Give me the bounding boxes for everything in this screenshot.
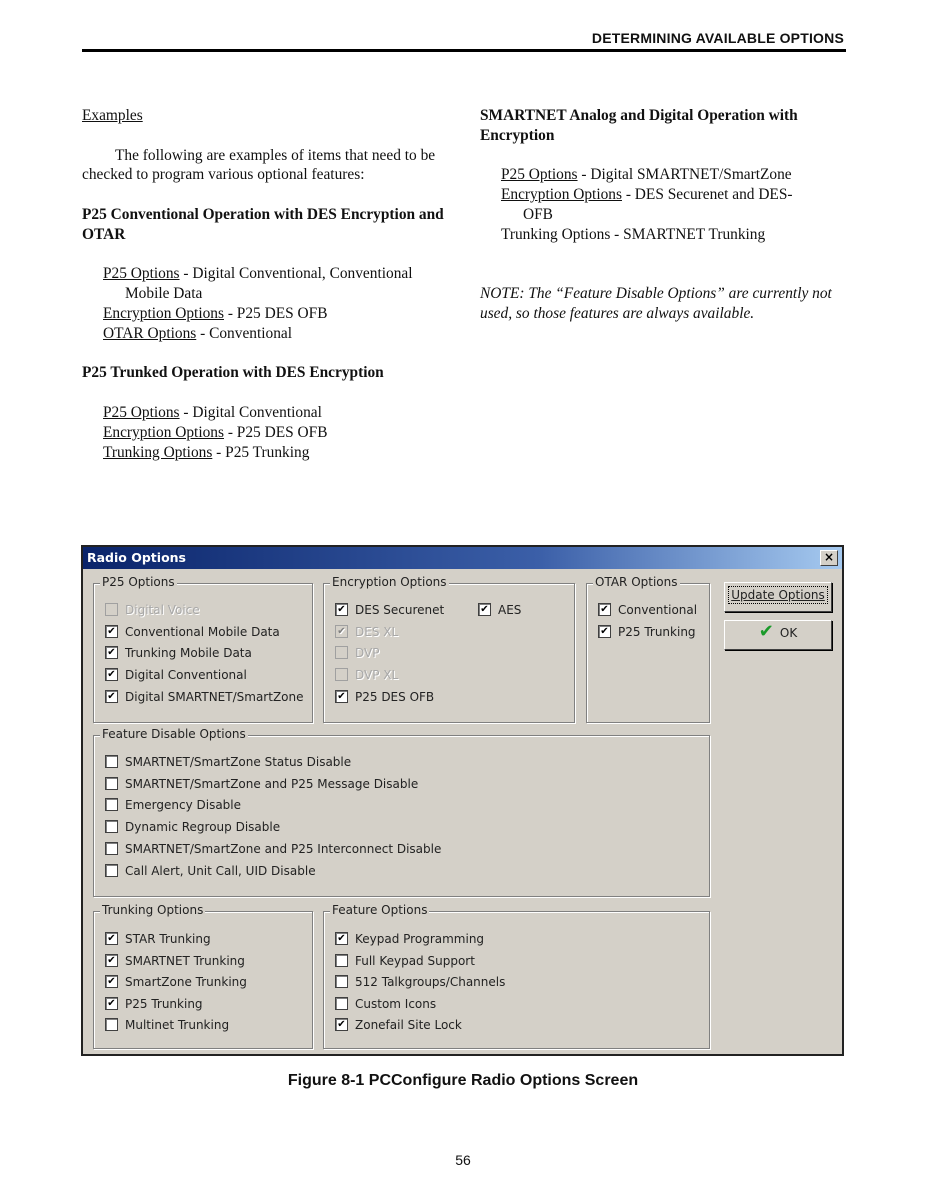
example3-line — [480, 205, 850, 225]
checkbox-label: DES XL — [355, 624, 399, 639]
line-text: - DES Securenet and DES- — [621, 186, 793, 204]
figure-caption: Figure 8-1 PCConfigure Radio Options Screen — [287, 1072, 639, 1089]
p25-checkbox[interactable] — [105, 623, 280, 641]
checkbox-label: Custom Icons — [355, 996, 437, 1011]
checkbox-empty-icon — [105, 603, 118, 616]
aes-checkbox[interactable] — [478, 601, 521, 619]
feature-checkbox[interactable] — [335, 973, 505, 991]
checkbox-checked-icon[interactable] — [478, 603, 491, 616]
feature-checkbox[interactable] — [335, 930, 484, 948]
checkbox-empty-icon — [335, 668, 348, 681]
checkbox-checked-icon[interactable] — [335, 1018, 348, 1031]
example2-line — [82, 423, 452, 443]
checkbox-label: Digital Conventional — [125, 668, 247, 683]
line-label: Encryption Options — [103, 304, 224, 322]
checkbox-checked-icon[interactable] — [105, 625, 118, 638]
checkbox-checked-icon[interactable] — [105, 975, 118, 988]
checkbox-label: Digital Voice — [125, 603, 200, 617]
checkbox-label: P25 DES OFB — [355, 689, 435, 704]
checkbox-label: SmartZone Trunking — [125, 975, 247, 989]
checkbox-label: SMARTNET/SmartZone and P25 Message Disable — [125, 776, 419, 791]
p25-checkbox — [105, 601, 200, 619]
group-label: P25 Options — [102, 575, 175, 589]
feature-disable-checkbox[interactable] — [105, 840, 441, 858]
group-label: Trunking Options — [102, 903, 204, 917]
note-paragraph: NOTE: The “Feature Disable Options” are currently not used, so those features are always available. — [480, 285, 832, 322]
checkbox-checked-icon — [335, 625, 348, 638]
dialog-title: Radio Options — [87, 550, 186, 565]
checkbox-empty-icon[interactable] — [335, 975, 348, 988]
checkbox-label: SMARTNET/SmartZone and P25 Interconnect Disable — [125, 841, 442, 856]
checkbox-label: Conventional — [618, 603, 698, 617]
line-text: - P25 Trunking — [212, 443, 310, 461]
checkbox-label: Trunking Mobile Data — [125, 646, 252, 661]
checkbox-empty-icon[interactable] — [105, 777, 118, 790]
line-label: P25 Options — [103, 265, 180, 283]
checkbox-label: Call Alert, Unit Call, UID Disable — [125, 863, 316, 878]
checkbox-label: Keypad Programming — [355, 932, 485, 946]
checkbox-label: P25 Trunking — [125, 996, 203, 1011]
checkbox-empty-icon[interactable] — [105, 798, 118, 811]
checkbox-label: STAR Trunking — [125, 932, 211, 946]
encryption-checkbox — [335, 666, 398, 684]
group-label: Feature Disable Options — [102, 727, 246, 741]
line-label: OTAR Options — [103, 324, 197, 342]
line-label: Encryption Options — [103, 423, 224, 441]
checkbox-label: Zonefail Site Lock — [355, 1018, 462, 1032]
feature-disable-checkbox[interactable] — [105, 796, 241, 814]
right-column — [480, 106, 850, 324]
p25-checkbox[interactable] — [105, 688, 304, 706]
encryption-checkbox[interactable] — [335, 688, 434, 706]
encryption-checkbox — [335, 644, 379, 662]
ok-button[interactable] — [724, 620, 832, 650]
checkbox-label: DVP XL — [355, 668, 399, 683]
checkbox-empty-icon[interactable] — [335, 954, 348, 967]
checkbox-checked-icon[interactable] — [335, 690, 348, 703]
feature-disable-checkbox[interactable] — [105, 818, 280, 836]
checkbox-empty-icon[interactable] — [105, 1018, 118, 1031]
line-label: Trunking Options — [103, 443, 213, 461]
trunking-checkbox[interactable] — [105, 995, 203, 1013]
group-label: Feature Options — [332, 903, 428, 917]
checkbox-label: DES Securenet — [355, 603, 445, 617]
feature-checkbox[interactable] — [335, 1016, 462, 1034]
feature-disable-checkbox[interactable] — [105, 775, 418, 793]
group-label: OTAR Options — [595, 575, 678, 589]
left-column — [82, 106, 452, 462]
example3-line — [480, 165, 850, 185]
line-text: - Digital Conventional — [179, 403, 322, 421]
radio-options-dialog — [81, 545, 844, 1056]
feature-disable-checkbox[interactable] — [105, 862, 316, 880]
encryption-checkbox[interactable] — [335, 601, 444, 619]
checkbox-label: Digital SMARTNET/SmartZone — [125, 689, 304, 704]
checkbox-label: Emergency Disable — [125, 798, 242, 813]
checkbox-checked-icon[interactable] — [105, 690, 118, 703]
intro-text: The following are examples of items that need to be checked to program various optional features: — [82, 146, 436, 184]
trunking-checkbox[interactable] — [105, 1016, 229, 1034]
checkbox-label: SMARTNET Trunking — [125, 953, 245, 968]
checkbox-checked-icon[interactable] — [335, 603, 348, 616]
line-text: - Conventional — [196, 324, 293, 342]
line-text: OFB — [523, 205, 553, 223]
group-label: Encryption Options — [332, 575, 447, 589]
header-rule — [82, 49, 846, 52]
checkbox-label: Multinet Trunking — [125, 1018, 230, 1032]
checkbox-label: DVP — [355, 646, 380, 661]
line-text: - Digital SMARTNET/SmartZone — [577, 166, 792, 184]
checkbox-checked-icon[interactable] — [105, 954, 118, 967]
line-text: - P25 DES OFB — [223, 423, 328, 441]
checkbox-label: AES — [498, 603, 522, 617]
checkbox-label: 512 Talkgroups/Channels — [355, 975, 506, 989]
example1-line — [82, 324, 452, 344]
example3-line — [480, 225, 850, 245]
otar-checkbox[interactable] — [598, 623, 696, 641]
checkbox-checked-icon[interactable] — [105, 646, 118, 659]
example2-heading: P25 Trunked Operation with DES Encryption — [82, 364, 384, 382]
checkbox-label: Dynamic Regroup Disable — [125, 820, 281, 835]
example1-heading: P25 Conventional Operation with DES Encryption and OTAR — [82, 205, 444, 243]
example3-heading: SMARTNET Analog and Digital Operation with Encryption — [480, 107, 798, 144]
trunking-checkbox[interactable] — [105, 973, 247, 991]
checkbox-empty-icon[interactable] — [105, 842, 118, 855]
button-label: OK — [779, 626, 798, 640]
dialog-titlebar — [83, 547, 842, 569]
example1-line — [82, 284, 452, 304]
checkbox-checked-icon[interactable] — [105, 997, 118, 1010]
otar-checkbox[interactable] — [598, 601, 697, 619]
example1-line — [82, 304, 452, 324]
checkbox-empty-icon[interactable] — [335, 997, 348, 1010]
p25-checkbox[interactable] — [105, 644, 252, 662]
line-label: P25 Options — [501, 166, 578, 184]
feature-checkbox[interactable] — [335, 995, 436, 1013]
checkbox-label: SMARTNET/SmartZone Status Disable — [125, 755, 352, 769]
checkbox-checked-icon[interactable] — [105, 668, 118, 681]
line-text: Trunking Options - SMARTNET Trunking — [501, 225, 766, 243]
example1-line — [82, 264, 452, 284]
checkbox-checked-icon[interactable] — [105, 932, 118, 945]
update-options-button[interactable] — [724, 582, 832, 612]
line-text: - Digital Conventional, Conventional — [179, 265, 413, 283]
example2-line — [82, 403, 452, 423]
checkbox-checked-icon[interactable] — [598, 625, 611, 638]
page-number: 56 — [455, 1152, 471, 1168]
line-text: - P25 DES OFB — [223, 304, 328, 322]
checkbox-empty-icon — [335, 646, 348, 659]
button-label: Update Options — [731, 588, 825, 602]
checkbox-checked-icon[interactable] — [598, 603, 611, 616]
checkbox-label: P25 Trunking — [618, 624, 696, 639]
checkbox-checked-icon[interactable] — [335, 932, 348, 945]
close-icon[interactable]: × — [820, 550, 838, 566]
trunking-checkbox[interactable] — [105, 930, 211, 948]
running-header: DETERMINING AVAILABLE OPTIONS — [591, 30, 844, 46]
checkbox-label: Full Keypad Support — [355, 953, 475, 968]
p25-checkbox[interactable] — [105, 666, 247, 684]
intro-paragraph — [82, 146, 452, 186]
example3-line — [480, 185, 850, 205]
example2-line — [82, 443, 452, 463]
checkbox-empty-icon[interactable] — [105, 755, 118, 768]
checkbox-empty-icon[interactable] — [105, 820, 118, 833]
feature-checkbox[interactable] — [335, 952, 475, 970]
line-label: P25 Options — [103, 403, 180, 421]
checkbox-label: Conventional Mobile Data — [125, 624, 280, 639]
checkbox-empty-icon[interactable] — [105, 864, 118, 877]
encryption-checkbox — [335, 623, 398, 641]
feature-disable-checkbox[interactable] — [105, 753, 351, 771]
checkmark-icon: ✔ — [758, 621, 774, 642]
trunking-checkbox[interactable] — [105, 952, 245, 970]
line-label: Encryption Options — [501, 186, 622, 204]
examples-heading: Examples — [82, 107, 143, 124]
line-text: Mobile Data — [125, 285, 203, 303]
